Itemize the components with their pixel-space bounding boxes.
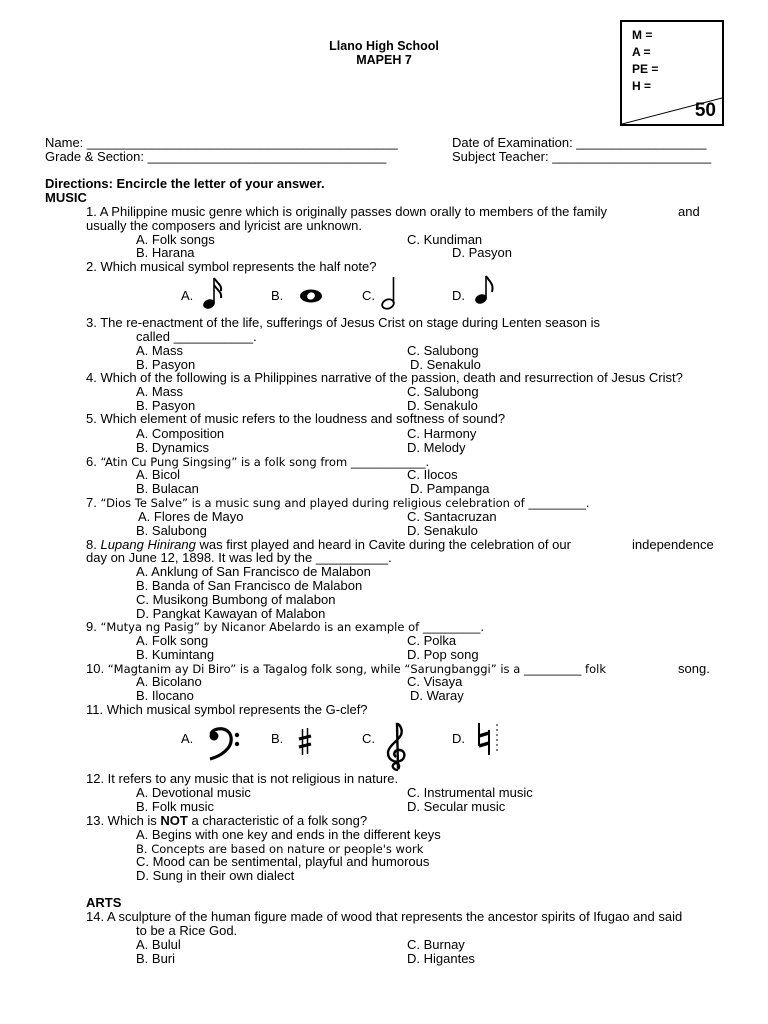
q8-choice-b[interactable]: B. Banda of San Francisco de Malabon bbox=[136, 578, 363, 593]
half-note-icon bbox=[380, 276, 400, 310]
bass-clef-icon bbox=[207, 727, 241, 761]
q10-question: “Magtanim ay Di Biro” is a Tagalog folk song, while “Sarungbanggi” is a __________ folk bbox=[107, 662, 607, 676]
q5-choice-a[interactable]: A. Composition bbox=[136, 426, 225, 441]
q10-choice-c[interactable]: C. Visaya bbox=[407, 674, 463, 689]
q1-choice-d[interactable]: D. Pasyon bbox=[452, 245, 512, 260]
natural-icon bbox=[474, 722, 500, 756]
q4-text: 4. Which of the following is a Philippines narrative of the passion, death and resurrection of Jesus Crist? bbox=[86, 370, 683, 385]
q10-choice-d[interactable]: D. Waray bbox=[410, 688, 464, 703]
q4-choice-a[interactable]: A. Mass bbox=[136, 384, 183, 399]
q7-question: “Dios Te Salve” is a music sung and played during religious celebration of __________. bbox=[100, 496, 590, 510]
q7-choice-c[interactable]: C. Santacruzan bbox=[407, 509, 497, 524]
q14-text: 14. A sculpture of the human figure made of wood that represents the ancestor spirits of Ifugao and said bbox=[86, 909, 683, 924]
q6-choice-a[interactable]: A. Bicol bbox=[136, 467, 181, 482]
q10-choice-b[interactable]: B. Ilocano bbox=[136, 688, 194, 703]
q2-choice-c[interactable]: C. bbox=[362, 288, 375, 303]
q2-choice-d[interactable]: D. bbox=[452, 288, 465, 303]
q9-choice-b[interactable]: B. Kumintang bbox=[136, 647, 215, 662]
q1-text-cont: usually the composers and lyricist are unknown. bbox=[86, 218, 363, 233]
q10-number: 10. bbox=[86, 661, 108, 676]
q6-choice-b[interactable]: B. Bulacan bbox=[136, 481, 199, 496]
q6-choice-c[interactable]: C. Ilocos bbox=[407, 467, 458, 482]
date-field[interactable]: Date of Examination: __________________ bbox=[452, 135, 707, 150]
q12-choice-b[interactable]: B. Folk music bbox=[136, 799, 215, 814]
q13-question-pre: 13. Which is bbox=[86, 813, 161, 828]
q13-not: NOT bbox=[160, 813, 188, 828]
q14-text-cont: to be a Rice God. bbox=[136, 923, 238, 938]
q9-choice-c[interactable]: C. Polka bbox=[407, 633, 457, 648]
q2-text: 2. Which musical symbol represents the half note? bbox=[86, 259, 377, 274]
q13-choice-a[interactable]: A. Begins with one key and ends in the different keys bbox=[136, 827, 441, 842]
q5-text: 5. Which element of music refers to the loudness and softness of sound? bbox=[86, 411, 506, 426]
q4-choice-b[interactable]: B. Pasyon bbox=[136, 398, 196, 413]
q13-text bbox=[86, 814, 367, 828]
section-arts: ARTS bbox=[86, 895, 122, 910]
q8-choice-c[interactable]: C. Musikong Bumbong of malabon bbox=[136, 592, 336, 607]
q7-number: 7. bbox=[86, 495, 101, 510]
q14-choice-a[interactable]: A. Bulul bbox=[136, 937, 181, 952]
q13-choice-d[interactable]: D. Sung in their own dialect bbox=[136, 868, 295, 883]
q11-choice-d[interactable]: D. bbox=[452, 731, 465, 746]
q2-choice-a[interactable]: A. bbox=[181, 288, 194, 303]
q14-choice-c[interactable]: C. Burnay bbox=[407, 937, 465, 952]
q3-choice-c[interactable]: C. Salubong bbox=[407, 343, 479, 358]
q7-choice-a[interactable]: A. Flores de Mayo bbox=[138, 509, 244, 524]
q13-question-post: a characteristic of a folk song? bbox=[187, 813, 368, 828]
q12-choice-d[interactable]: D. Secular music bbox=[407, 799, 506, 814]
eighth-note-icon bbox=[472, 274, 496, 306]
q8-text-cont: day on June 12, 1898. It was led by the __________. bbox=[86, 550, 392, 565]
q6-number: 6. bbox=[86, 454, 101, 469]
q11-choice-b[interactable]: B. bbox=[271, 731, 284, 746]
teacher-field[interactable]: Subject Teacher: ______________________ bbox=[452, 149, 712, 164]
school-name: Llano High School bbox=[329, 39, 439, 53]
q4-choice-c[interactable]: C. Salubong bbox=[407, 384, 479, 399]
q14-choice-b[interactable]: B. Buri bbox=[136, 951, 176, 966]
q14-choice-d[interactable]: D. Higantes bbox=[407, 951, 475, 966]
q11-choice-c[interactable]: C. bbox=[362, 731, 375, 746]
q9-number: 9. bbox=[86, 619, 101, 634]
q1-choice-a[interactable]: A. Folk songs bbox=[136, 232, 215, 247]
q8-song-title: Lupang Hinirang bbox=[100, 537, 196, 552]
sharp-icon bbox=[298, 728, 312, 756]
section-music: MUSIC bbox=[45, 190, 87, 205]
name-field[interactable]: Name: ___________________________________________ bbox=[45, 135, 398, 150]
score-arts-label: A = bbox=[632, 45, 651, 59]
q6-choice-d[interactable]: D. Pampanga bbox=[410, 481, 490, 496]
score-health-label: H = bbox=[632, 79, 652, 93]
score-box bbox=[620, 20, 724, 126]
q9-question: “Mutya ng Pasig” by Nicanor Abelardo is an example of __________. bbox=[100, 620, 484, 634]
q8-question: was first played and heard in Cavite during the celebration of our bbox=[195, 537, 571, 552]
whole-note-icon bbox=[298, 288, 324, 304]
q3-text-cont: called ___________. bbox=[136, 329, 257, 344]
q6-question: “Atin Cu Pung Singsing” is a folk song from _____________. bbox=[100, 455, 430, 469]
q13-choice-b[interactable]: B. Concepts are based on nature or people's work bbox=[136, 842, 424, 856]
grade-section-field[interactable]: Grade & Section: _________________________________ bbox=[45, 149, 387, 164]
q8-number: 8. bbox=[86, 537, 101, 552]
q12-text: 12. It refers to any music that is not religious in nature. bbox=[86, 771, 399, 786]
q12-choice-c[interactable]: C. Instrumental music bbox=[407, 785, 533, 800]
q1-text: 1. A Philippine music genre which is originally passes down orally to members of the family bbox=[86, 204, 607, 219]
q5-choice-b[interactable]: B. Dynamics bbox=[136, 440, 209, 455]
q3-choice-b[interactable]: B. Pasyon bbox=[136, 357, 196, 372]
q11-text: 11. Which musical symbol represents the G-clef? bbox=[86, 702, 368, 717]
q4-choice-d[interactable]: D. Senakulo bbox=[407, 398, 478, 413]
q7-text bbox=[86, 496, 590, 510]
sixteenth-note-icon bbox=[200, 276, 224, 310]
q10-text-end: song. bbox=[678, 661, 710, 676]
q1-choice-c[interactable]: C. Kundiman bbox=[407, 232, 483, 247]
q5-choice-c[interactable]: C. Harmony bbox=[407, 426, 477, 441]
subject-title: MAPEH 7 bbox=[356, 53, 412, 67]
q12-choice-a[interactable]: A. Devotional music bbox=[136, 785, 251, 800]
directions: Directions: Encircle the letter of your answer. bbox=[45, 176, 325, 191]
q3-choice-d[interactable]: D. Senakulo bbox=[410, 357, 481, 372]
q5-choice-d[interactable]: D. Melody bbox=[407, 440, 466, 455]
q7-choice-d[interactable]: D. Senakulo bbox=[407, 523, 478, 538]
q3-text: 3. The re-enactment of the life, sufferings of Jesus Crist on stage during Lenten season is bbox=[86, 315, 601, 330]
q11-choice-a[interactable]: A. bbox=[181, 731, 194, 746]
q10-choice-a[interactable]: A. Bicolano bbox=[136, 674, 202, 689]
q1-choice-b[interactable]: B. Harana bbox=[136, 245, 195, 260]
q8-text-end: independence bbox=[632, 537, 714, 552]
score-music-label: M = bbox=[632, 28, 653, 42]
q3-choice-a[interactable]: A. Mass bbox=[136, 343, 183, 358]
q1-text-end: and bbox=[678, 204, 700, 219]
q13-choice-c[interactable]: C. Mood can be sentimental, playful and humorous bbox=[136, 854, 430, 869]
q8-choice-a[interactable]: A. Anklung of San Francisco de Malabon bbox=[136, 564, 371, 579]
treble-clef-icon bbox=[385, 722, 409, 772]
score-pe-label: PE = bbox=[632, 62, 659, 76]
score-total: 50 bbox=[694, 100, 716, 121]
q9-text bbox=[86, 620, 484, 634]
q2-choice-b[interactable]: B. bbox=[271, 288, 284, 303]
q9-choice-a[interactable]: A. Folk song bbox=[136, 633, 209, 648]
q8-choice-d[interactable]: D. Pangkat Kawayan of Malabon bbox=[136, 606, 326, 621]
q9-choice-d[interactable]: D. Pop song bbox=[407, 647, 479, 662]
q7-choice-b[interactable]: B. Salubong bbox=[136, 523, 207, 538]
